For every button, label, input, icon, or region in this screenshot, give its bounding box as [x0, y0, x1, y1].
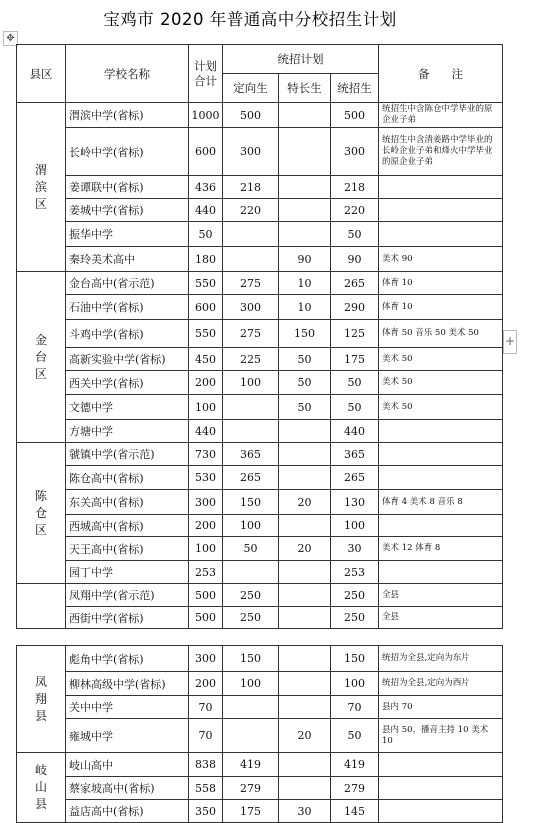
school-name-cell: 园丁中学 [66, 561, 189, 584]
school-name-cell: 岐山高中 [66, 753, 189, 777]
remark-cell [379, 443, 503, 466]
special-cell: 20 [279, 537, 331, 561]
district-label: 凤翔县 [35, 674, 48, 723]
enrollment-table-part2 [16, 645, 503, 823]
school-name-cell: 姜谭联中(省标) [66, 176, 189, 199]
remark-cell: 统招为全县,定向为西片 [379, 672, 503, 696]
general-cell: 419 [331, 753, 379, 777]
remark-cell [379, 222, 503, 247]
add-column-icon[interactable]: + [503, 330, 517, 354]
remark-cell: 体育 50 音乐 50 美术 50 [379, 320, 503, 348]
remark-cell: 美术 50 [379, 371, 503, 395]
school-name-cell: 姜城中学(省标) [66, 199, 189, 222]
directed-cell: 50 [223, 537, 279, 561]
school-name-cell: 东关高中(省标) [66, 490, 189, 515]
district-cell [17, 443, 66, 584]
district-label: 金台区 [35, 332, 48, 381]
general-cell: 250 [331, 607, 379, 629]
remark-cell: 体育 10 [379, 295, 503, 320]
general-cell: 150 [331, 646, 379, 672]
table-row [17, 420, 503, 443]
special-cell: 20 [279, 719, 331, 753]
directed-cell: 419 [223, 753, 279, 777]
table-row [17, 561, 503, 584]
total-cell: 350 [189, 800, 223, 823]
directed-cell: 279 [223, 777, 279, 800]
remark-cell [379, 515, 503, 537]
remark-cell [379, 561, 503, 584]
table-row [17, 753, 503, 777]
remark-cell: 体育 4 美术 8 音乐 8 [379, 490, 503, 515]
remark-cell: 体育 10 [379, 272, 503, 295]
school-name-cell: 秦玲美术高中 [66, 247, 189, 272]
school-name-cell: 凤翔中学(省示范) [66, 584, 189, 607]
general-cell: 130 [331, 490, 379, 515]
district-label: 岐山县 [35, 763, 48, 811]
directed-cell: 265 [223, 466, 279, 490]
total-cell: 300 [189, 646, 223, 672]
directed-cell: 150 [223, 490, 279, 515]
table-row [17, 348, 503, 371]
district-cell [17, 584, 66, 629]
general-cell: 175 [331, 348, 379, 371]
special-cell: 50 [279, 395, 331, 420]
general-cell: 265 [331, 272, 379, 295]
remark-cell [379, 420, 503, 443]
directed-cell [223, 696, 279, 719]
total-cell: 500 [189, 607, 223, 629]
total-cell: 253 [189, 561, 223, 584]
school-name-cell: 西街中学(省标) [66, 607, 189, 629]
special-cell [279, 443, 331, 466]
header-special: 特长生 [279, 74, 331, 103]
general-cell: 440 [331, 420, 379, 443]
table-row [17, 247, 503, 272]
school-name-cell: 高新实验中学(省标) [66, 348, 189, 371]
total-cell: 200 [189, 515, 223, 537]
school-name-cell: 文德中学 [66, 395, 189, 420]
general-cell: 50 [331, 719, 379, 753]
directed-cell: 365 [223, 443, 279, 466]
remark-cell: 全县 [379, 584, 503, 607]
general-cell: 365 [331, 443, 379, 466]
total-cell: 50 [189, 222, 223, 247]
general-cell: 125 [331, 320, 379, 348]
special-cell [279, 696, 331, 719]
header-total: 计划合计 [189, 45, 223, 103]
table-row [17, 320, 503, 348]
directed-cell: 300 [223, 128, 279, 176]
total-cell: 838 [189, 753, 223, 777]
table-row [17, 696, 503, 719]
special-cell [279, 103, 331, 128]
special-cell: 10 [279, 272, 331, 295]
table-row [17, 371, 503, 395]
school-name-cell: 蔡家坡高中(省标) [66, 777, 189, 800]
special-cell [279, 584, 331, 607]
total-cell: 440 [189, 420, 223, 443]
remark-cell: 全县 [379, 607, 503, 629]
general-cell: 500 [331, 103, 379, 128]
special-cell [279, 420, 331, 443]
directed-cell: 100 [223, 672, 279, 696]
school-name-cell: 益店高中(省标) [66, 800, 189, 823]
table-move-handle-icon[interactable]: ✥ [3, 31, 18, 46]
remark-cell: 美术 50 [379, 348, 503, 371]
remark-cell [379, 199, 503, 222]
school-name-cell: 彪角中学(省标) [66, 646, 189, 672]
general-cell: 290 [331, 295, 379, 320]
general-cell: 70 [331, 696, 379, 719]
general-cell: 100 [331, 672, 379, 696]
table-row [17, 443, 503, 466]
special-cell: 50 [279, 348, 331, 371]
district-cell [17, 103, 66, 272]
school-name-cell: 方塘中学 [66, 420, 189, 443]
remark-cell: 美术 12 体育 8 [379, 537, 503, 561]
directed-cell: 300 [223, 295, 279, 320]
general-cell: 145 [331, 800, 379, 823]
general-cell: 265 [331, 466, 379, 490]
school-name-cell: 斗鸡中学(省标) [66, 320, 189, 348]
remark-cell [379, 466, 503, 490]
remark-cell [379, 753, 503, 777]
special-cell: 20 [279, 490, 331, 515]
enrollment-table-part1 [16, 44, 503, 629]
total-cell: 550 [189, 272, 223, 295]
total-cell: 100 [189, 537, 223, 561]
directed-cell: 275 [223, 272, 279, 295]
remark-cell: 统招生中含陈仓中学毕业的原企业子弟 [379, 103, 503, 128]
special-cell: 30 [279, 800, 331, 823]
total-cell: 180 [189, 247, 223, 272]
school-name-cell: 天王高中(省标) [66, 537, 189, 561]
special-cell: 10 [279, 295, 331, 320]
table-row [17, 777, 503, 800]
district-label: 渭滨区 [35, 162, 48, 211]
directed-cell: 275 [223, 320, 279, 348]
header-district: 县区 [17, 45, 66, 103]
special-cell: 90 [279, 247, 331, 272]
school-name-cell: 西关中学(省标) [66, 371, 189, 395]
remark-cell: 县内 70 [379, 696, 503, 719]
district-label: 陈仓区 [35, 488, 48, 537]
general-cell: 250 [331, 584, 379, 607]
school-name-cell: 石油中学(省标) [66, 295, 189, 320]
school-name-cell: 长岭中学(省标) [66, 128, 189, 176]
directed-cell: 150 [223, 646, 279, 672]
table-row [17, 584, 503, 607]
district-cell [17, 753, 66, 823]
table-row [17, 395, 503, 420]
directed-cell: 218 [223, 176, 279, 199]
special-cell [279, 222, 331, 247]
total-cell: 200 [189, 672, 223, 696]
school-name-cell: 柳林高级中学(省标) [66, 672, 189, 696]
school-name-cell: 陈仓高中(省标) [66, 466, 189, 490]
special-cell [279, 128, 331, 176]
remark-cell [379, 777, 503, 800]
general-cell: 218 [331, 176, 379, 199]
total-cell: 550 [189, 320, 223, 348]
table-row [17, 176, 503, 199]
district-cell [17, 272, 66, 443]
special-cell [279, 646, 331, 672]
total-cell: 730 [189, 443, 223, 466]
special-cell [279, 515, 331, 537]
general-cell: 300 [331, 128, 379, 176]
general-cell: 279 [331, 777, 379, 800]
remark-cell: 统招生中含清姜路中学毕业的长岭企业子弟和烽火中学毕业的原企业子弟 [379, 128, 503, 176]
total-cell: 100 [189, 395, 223, 420]
remark-cell: 统招为全县,定向为东片 [379, 646, 503, 672]
directed-cell: 225 [223, 348, 279, 371]
remark-cell: 美术 90 [379, 247, 503, 272]
school-name-cell: 虢镇中学(省示范) [66, 443, 189, 466]
general-cell: 253 [331, 561, 379, 584]
table-row [17, 295, 503, 320]
special-cell [279, 176, 331, 199]
directed-cell: 100 [223, 371, 279, 395]
school-name-cell: 雍城中学 [66, 719, 189, 753]
total-cell: 500 [189, 584, 223, 607]
general-cell: 90 [331, 247, 379, 272]
directed-cell [223, 420, 279, 443]
special-cell [279, 561, 331, 584]
total-cell: 600 [189, 295, 223, 320]
remark-cell: 县内 50，播音主持 10 美术 10 [379, 719, 503, 753]
directed-cell: 100 [223, 515, 279, 537]
table-row [17, 222, 503, 247]
document-title: 宝鸡市 2020 年普通高中分校招生计划 [103, 10, 397, 29]
total-cell: 530 [189, 466, 223, 490]
header-remark: 备 注 [379, 45, 503, 103]
special-cell [279, 777, 331, 800]
directed-cell [223, 719, 279, 753]
directed-cell [223, 561, 279, 584]
table-row [17, 672, 503, 696]
total-cell: 1000 [189, 103, 223, 128]
school-name-cell: 关中中学 [66, 696, 189, 719]
total-cell: 70 [189, 719, 223, 753]
directed-cell: 175 [223, 800, 279, 823]
table-row [17, 272, 503, 295]
school-name-cell: 渭滨中学(省标) [66, 103, 189, 128]
remark-cell: 美术 50 [379, 395, 503, 420]
table-row [17, 103, 503, 128]
directed-cell [223, 222, 279, 247]
table-row [17, 719, 503, 753]
directed-cell: 220 [223, 199, 279, 222]
table-row [17, 800, 503, 823]
header-general: 统招生 [331, 74, 379, 103]
table-row [17, 199, 503, 222]
table-row [17, 607, 503, 629]
special-cell: 150 [279, 320, 331, 348]
special-cell [279, 607, 331, 629]
general-cell: 30 [331, 537, 379, 561]
header-plan-group: 统招计划 [223, 45, 379, 74]
general-cell: 50 [331, 395, 379, 420]
general-cell: 50 [331, 371, 379, 395]
directed-cell [223, 247, 279, 272]
directed-cell: 500 [223, 103, 279, 128]
remark-cell [379, 800, 503, 823]
total-cell: 558 [189, 777, 223, 800]
special-cell [279, 753, 331, 777]
header-directed: 定向生 [223, 74, 279, 103]
school-name-cell: 西城高中(省标) [66, 515, 189, 537]
special-cell [279, 466, 331, 490]
total-cell: 70 [189, 696, 223, 719]
directed-cell: 250 [223, 607, 279, 629]
total-cell: 440 [189, 199, 223, 222]
district-cell [17, 646, 66, 753]
special-cell [279, 672, 331, 696]
table-row [17, 537, 503, 561]
total-cell: 450 [189, 348, 223, 371]
table-row [17, 646, 503, 672]
special-cell [279, 199, 331, 222]
general-cell: 50 [331, 222, 379, 247]
directed-cell: 250 [223, 584, 279, 607]
school-name-cell: 金台高中(省示范) [66, 272, 189, 295]
school-name-cell: 振华中学 [66, 222, 189, 247]
header-school: 学校名称 [66, 45, 189, 103]
total-cell: 300 [189, 490, 223, 515]
table-row [17, 128, 503, 176]
special-cell: 50 [279, 371, 331, 395]
table-row [17, 515, 503, 537]
directed-cell [223, 395, 279, 420]
total-cell: 600 [189, 128, 223, 176]
table-row [17, 490, 503, 515]
general-cell: 100 [331, 515, 379, 537]
total-cell: 200 [189, 371, 223, 395]
table-row [17, 466, 503, 490]
total-cell: 436 [189, 176, 223, 199]
remark-cell [379, 176, 503, 199]
general-cell: 220 [331, 199, 379, 222]
